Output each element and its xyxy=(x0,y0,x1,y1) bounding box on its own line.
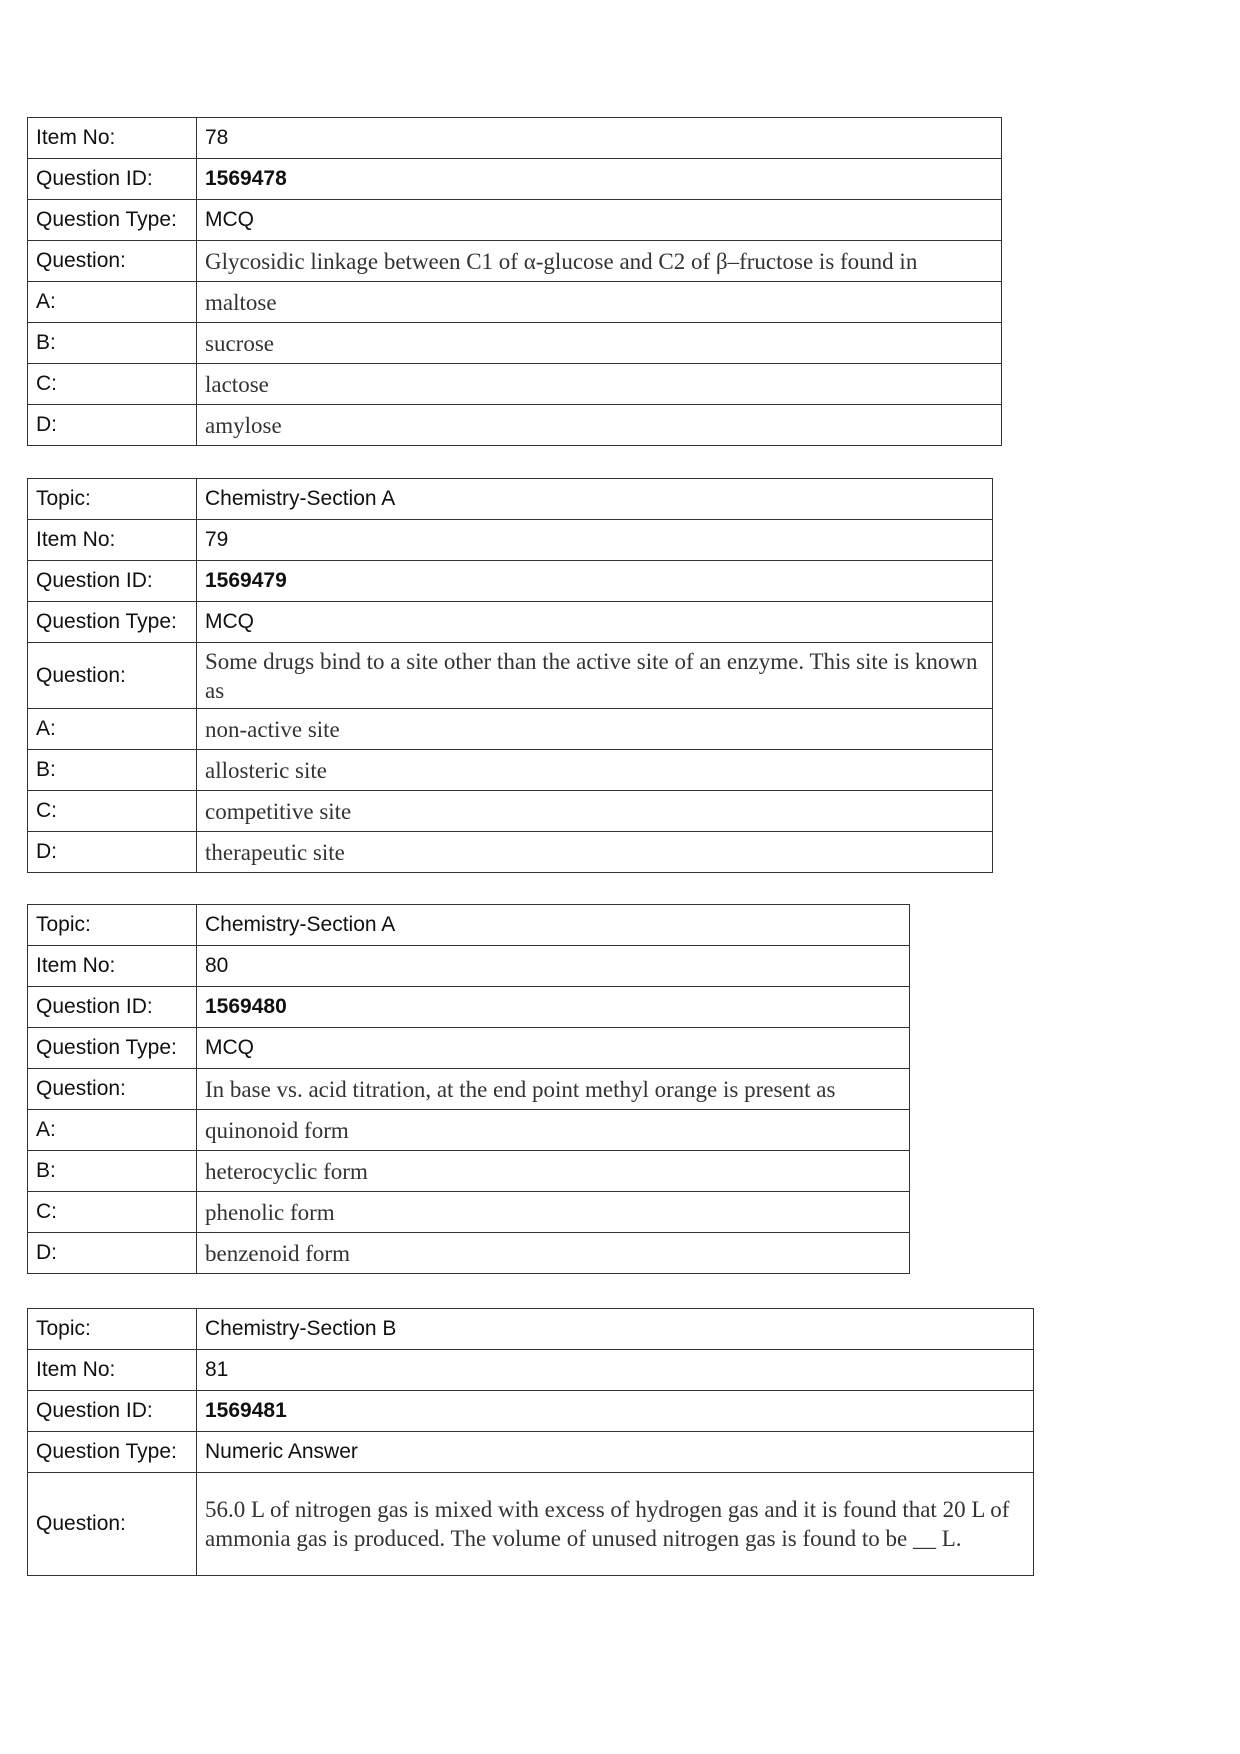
question-type-label: Question Type: xyxy=(28,200,197,241)
option-b-label: B: xyxy=(28,323,197,364)
question-id-row xyxy=(28,159,1002,200)
question-row xyxy=(28,643,993,709)
question-table-81 xyxy=(27,1308,1034,1576)
question-text: Some drugs bind to a site other than the active site of an enzyme. This site is known as xyxy=(197,643,993,709)
topic-label: Topic: xyxy=(28,905,197,946)
question-id-row xyxy=(28,987,910,1028)
question-id-value: 1569480 xyxy=(197,987,910,1028)
option-d-text: therapeutic site xyxy=(197,832,993,873)
item-no-row xyxy=(28,946,910,987)
question-type-value: MCQ xyxy=(197,1028,910,1069)
option-b-row xyxy=(28,323,1002,364)
question-table-80 xyxy=(27,904,910,1274)
question-id-label: Question ID: xyxy=(28,159,197,200)
question-type-row xyxy=(28,1028,910,1069)
option-b-text: sucrose xyxy=(197,323,1002,364)
question-type-value: MCQ xyxy=(197,602,993,643)
option-c-text: competitive site xyxy=(197,791,993,832)
option-a-text: quinonoid form xyxy=(197,1110,910,1151)
question-id-label: Question ID: xyxy=(28,1391,197,1432)
option-a-row xyxy=(28,282,1002,323)
question-text: In base vs. acid titration, at the end point methyl orange is present as xyxy=(197,1069,910,1110)
item-no-row xyxy=(28,520,993,561)
question-type-label: Question Type: xyxy=(28,1432,197,1473)
option-b-label: B: xyxy=(28,750,197,791)
question-id-label: Question ID: xyxy=(28,987,197,1028)
topic-value: Chemistry-Section A xyxy=(197,479,993,520)
question-type-row xyxy=(28,1432,1034,1473)
question-type-label: Question Type: xyxy=(28,1028,197,1069)
question-id-value: 1569478 xyxy=(197,159,1002,200)
item-no-value: 80 xyxy=(197,946,910,987)
option-a-text: maltose xyxy=(197,282,1002,323)
question-id-value: 1569479 xyxy=(197,561,993,602)
item-no-label: Item No: xyxy=(28,1350,197,1391)
question-id-row xyxy=(28,1391,1034,1432)
option-b-text: heterocyclic form xyxy=(197,1151,910,1192)
option-a-label: A: xyxy=(28,282,197,323)
option-c-row xyxy=(28,791,993,832)
question-type-value: Numeric Answer xyxy=(197,1432,1034,1473)
option-d-text: benzenoid form xyxy=(197,1233,910,1274)
question-row xyxy=(28,241,1002,282)
question-row xyxy=(28,1069,910,1110)
option-c-label: C: xyxy=(28,791,197,832)
option-d-text: amylose xyxy=(197,405,1002,446)
option-c-text: lactose xyxy=(197,364,1002,405)
topic-row xyxy=(28,905,910,946)
question-type-row xyxy=(28,602,993,643)
question-id-row xyxy=(28,561,993,602)
question-table-78 xyxy=(27,117,1002,446)
option-c-label: C: xyxy=(28,1192,197,1233)
option-d-row xyxy=(28,405,1002,446)
question-label: Question: xyxy=(28,241,197,282)
question-label: Question: xyxy=(28,643,197,709)
question-id-label: Question ID: xyxy=(28,561,197,602)
question-label: Question: xyxy=(28,1069,197,1110)
option-d-label: D: xyxy=(28,832,197,873)
topic-row xyxy=(28,1309,1034,1350)
question-type-row xyxy=(28,200,1002,241)
question-label: Question: xyxy=(28,1473,197,1576)
option-c-label: C: xyxy=(28,364,197,405)
option-a-label: A: xyxy=(28,1110,197,1151)
question-row xyxy=(28,1473,1034,1576)
option-b-text: allosteric site xyxy=(197,750,993,791)
option-c-row xyxy=(28,1192,910,1233)
option-a-row xyxy=(28,1110,910,1151)
option-d-row xyxy=(28,832,993,873)
item-no-row xyxy=(28,118,1002,159)
option-d-label: D: xyxy=(28,405,197,446)
question-table-79 xyxy=(27,478,993,873)
question-type-value: MCQ xyxy=(197,200,1002,241)
item-no-value: 81 xyxy=(197,1350,1034,1391)
question-text: Glycosidic linkage between C1 of α-glucose and C2 of β–fructose is found in xyxy=(197,241,1002,282)
option-c-row xyxy=(28,364,1002,405)
topic-label: Topic: xyxy=(28,1309,197,1350)
option-c-text: phenolic form xyxy=(197,1192,910,1233)
option-b-row xyxy=(28,750,993,791)
question-type-label: Question Type: xyxy=(28,602,197,643)
question-text: 56.0 L of nitrogen gas is mixed with excess of hydrogen gas and it is found that 20 L of ammonia gas is produced. The volume of unused nitrogen gas is found to be __ L. xyxy=(197,1473,1034,1576)
topic-value: Chemistry-Section B xyxy=(197,1309,1034,1350)
option-b-label: B: xyxy=(28,1151,197,1192)
item-no-label: Item No: xyxy=(28,520,197,561)
topic-row xyxy=(28,479,993,520)
option-a-text: non-active site xyxy=(197,709,993,750)
item-no-row xyxy=(28,1350,1034,1391)
topic-label: Topic: xyxy=(28,479,197,520)
item-no-value: 78 xyxy=(197,118,1002,159)
option-a-row xyxy=(28,709,993,750)
option-d-row xyxy=(28,1233,910,1274)
question-id-value: 1569481 xyxy=(197,1391,1034,1432)
item-no-value: 79 xyxy=(197,520,993,561)
item-no-label: Item No: xyxy=(28,946,197,987)
item-no-label: Item No: xyxy=(28,118,197,159)
option-a-label: A: xyxy=(28,709,197,750)
topic-value: Chemistry-Section A xyxy=(197,905,910,946)
option-b-row xyxy=(28,1151,910,1192)
option-d-label: D: xyxy=(28,1233,197,1274)
